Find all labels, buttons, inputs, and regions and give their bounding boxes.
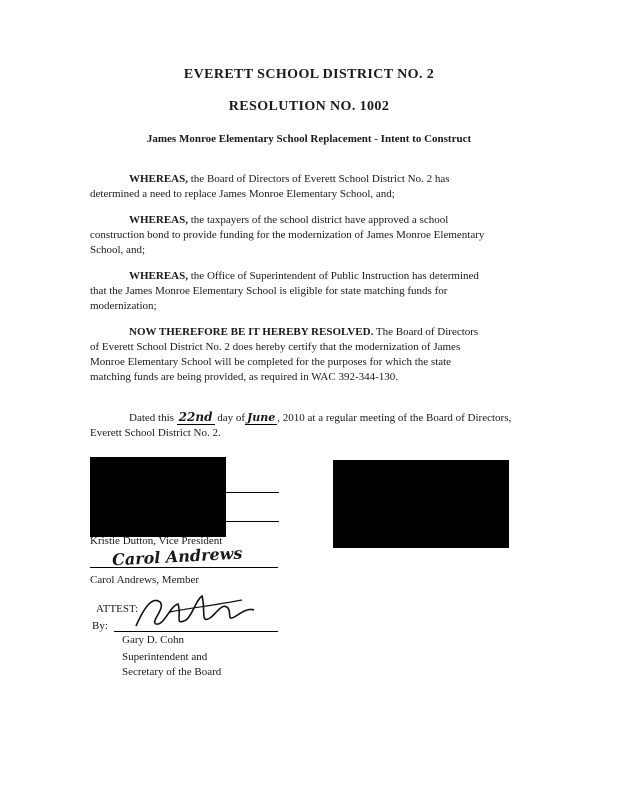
paragraph-lead: WHEREAS, — [129, 214, 188, 226]
redacted-signature-block — [90, 457, 226, 537]
member-signature: Carol Andrews — [111, 543, 243, 570]
resolution-subject: James Monroe Elementary School Replacement - Intent to Construct — [146, 133, 472, 145]
paragraph-lead: WHEREAS, — [129, 173, 188, 185]
paragraph-lead: NOW THEREFORE BE IT HEREBY RESOLVED. — [129, 326, 374, 338]
whereas-paragraph-3: WHEREAS, the Office of Superintendent of Public Instruction has determined that the James Monroe Elementary School is eligible for state matching funds for modernization; — [90, 270, 479, 312]
dated-day: 22nd — [178, 410, 213, 424]
by-label: By: — [92, 620, 108, 632]
signature-line — [226, 492, 279, 493]
resolved-paragraph: NOW THEREFORE BE IT HEREBY RESOLVED. The Board of Directors of Everett School District No. 2 does hereby certify that the modernization of James Monroe Elementary School will be completed for the purposes for which the state matching funds are being provided, as required in WAC 392-344-130. — [90, 326, 479, 383]
attest-label: ATTEST: — [96, 603, 139, 615]
dated-statement: Dated this 22nd day of June , 2010 at a regular meeting of the Board of Directors, Everett School District No. 2. — [90, 410, 512, 439]
paragraph-lead: WHEREAS, — [129, 270, 188, 282]
superintendent-signature-scribble — [130, 586, 260, 634]
resolution-title: RESOLUTION NO. 1002 — [228, 99, 390, 114]
whereas-paragraph-2: WHEREAS, the taxpayers of the school district have approved a school construction bond to provide funding for the modernization of James Monroe Elementary School, and; — [90, 214, 485, 256]
attest-signature-line — [114, 631, 278, 632]
signature-line — [90, 567, 278, 568]
whereas-paragraph-1: WHEREAS, the Board of Directors of Everett School District No. 2 has determined a need to replace James Monroe Elementary School, and; — [90, 173, 450, 200]
member-name: Carol Andrews, Member — [90, 574, 200, 586]
redacted-signature-block-right — [333, 460, 509, 548]
superintendent-title-line-1: Superintendent and — [122, 651, 208, 663]
dated-month: June — [247, 411, 276, 424]
superintendent-name: Gary D. Cohn — [122, 634, 185, 646]
district-title: EVERETT SCHOOL DISTRICT NO. 2 — [183, 67, 435, 82]
superintendent-title-line-2: Secretary of the Board — [122, 666, 222, 678]
vice-president-name: Kristie Dutton, Vice President — [90, 535, 223, 547]
signature-line — [226, 521, 279, 522]
